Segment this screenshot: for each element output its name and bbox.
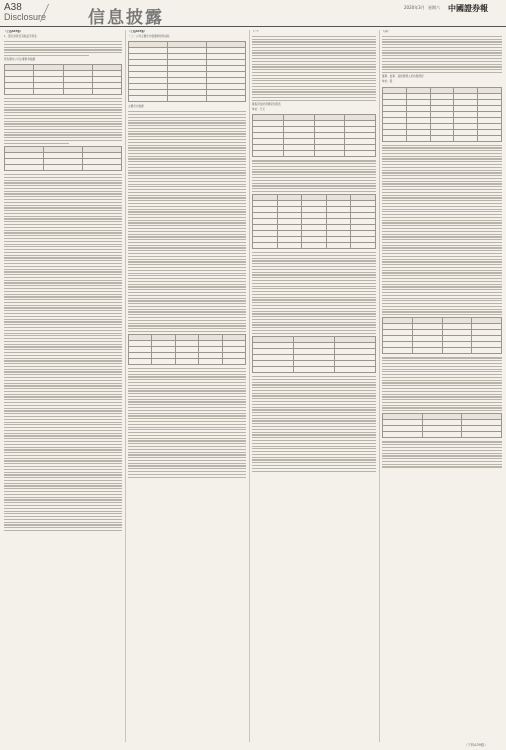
body-text-block — [128, 368, 246, 478]
page-header — [0, 0, 506, 27]
column-divider — [125, 30, 126, 742]
column-heading: （六） — [382, 30, 390, 33]
body-text-block — [4, 174, 122, 531]
body-text-block — [382, 357, 502, 411]
continued-on-tag: （下转A39版） — [464, 743, 488, 747]
body-text-block — [252, 36, 376, 101]
body-text-block — [252, 376, 376, 472]
header-decoration — [40, 4, 85, 22]
table-caption: 单位：万元 — [252, 108, 265, 112]
data-table — [382, 87, 502, 142]
column-lead-text: （二）公司主要会计数据和财务指标 — [128, 35, 170, 39]
page-number: A38 — [4, 2, 22, 13]
data-table — [252, 336, 376, 373]
column-lead-text: 董事、监事、高级管理人员持股情况 — [382, 75, 424, 79]
column-heading: （一） — [252, 30, 260, 33]
data-table — [4, 64, 122, 95]
article-column-3 — [252, 30, 376, 742]
table-caption: 报告期内公司主要财务数据 — [4, 58, 36, 62]
body-text-block — [252, 252, 376, 334]
page-section-en: Disclosure — [4, 12, 47, 22]
article-column-4 — [382, 30, 502, 742]
newspaper-logo: 中國證券報 — [448, 3, 488, 13]
body-text-block — [4, 98, 122, 144]
body-text-block — [382, 36, 502, 73]
column-lead-text: 1、银行存款及其他货币资金 — [4, 35, 37, 39]
table-caption: 单位：股 — [382, 80, 393, 84]
issue-weekday: 星期六 — [428, 5, 440, 10]
column-heading: （上接A37版） — [128, 30, 147, 33]
body-text-block — [128, 111, 246, 332]
data-table — [252, 114, 376, 157]
data-table — [128, 334, 246, 365]
table-caption: 主要会计数据 — [128, 105, 144, 109]
column-divider — [249, 30, 250, 742]
column-heading: （上接A37版） — [4, 30, 23, 33]
data-table — [382, 317, 502, 354]
data-table — [252, 194, 376, 249]
section-title: 信息披露 — [88, 8, 164, 28]
article-column-2 — [128, 30, 246, 742]
data-table — [128, 41, 246, 102]
data-table — [4, 146, 122, 171]
body-text-block — [252, 160, 376, 192]
column-divider — [379, 30, 380, 742]
issue-date: 2020年3月 — [404, 5, 425, 10]
body-text-block — [382, 145, 502, 316]
body-text-block — [4, 41, 122, 56]
article-column-1 — [4, 30, 122, 742]
body-text-block — [382, 441, 502, 467]
data-table — [382, 413, 502, 438]
column-lead-text: 募集资金使用情况对照表 — [252, 102, 281, 106]
